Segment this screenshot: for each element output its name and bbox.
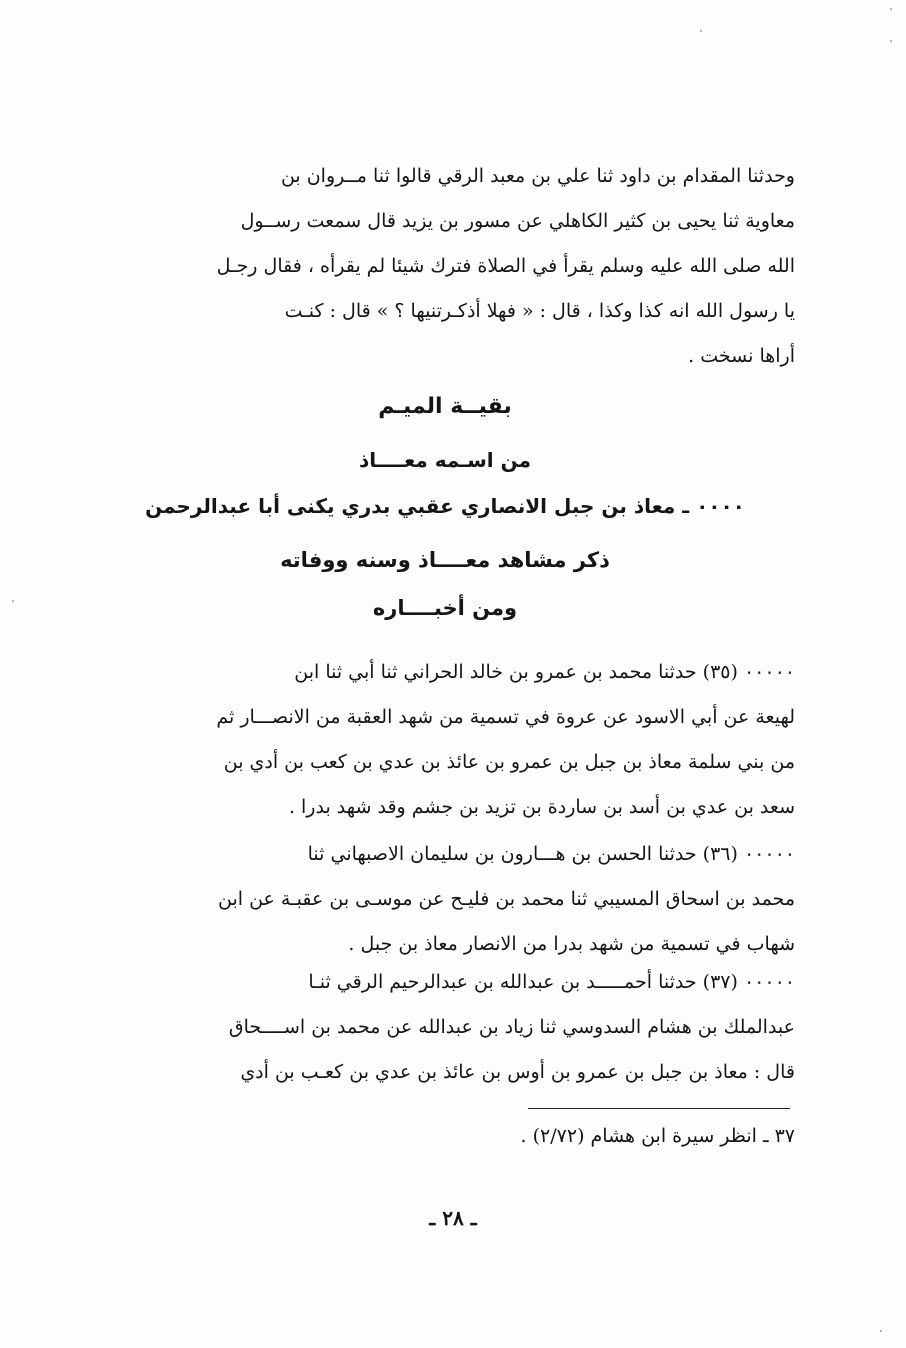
text-line: ٠٠٠٠٠ (٣٥) حدثنا محمد بن عمرو بن خالد الحراني ثنا أبي ثنا ابن <box>294 661 795 683</box>
text-line: الله صلى الله عليه وسلم يقرأ في الصلاة فترك شيئا لم يقرأه ، فقال رجـل <box>216 255 795 277</box>
text-line: وحدثنا المقدام بن داود ثنا علي بن معبد الرقي قالوا ثنا مــروان بن <box>280 165 795 187</box>
text-line: ٠٠٠٠٠ (٣٧) حدثنا أحمـــــد بن عبدالله بن عبدالرحيم الرقي ثنـا <box>308 971 795 993</box>
chapter-subheading: ومن أخبــــاره <box>372 596 518 620</box>
entry-title: ٠٠٠٠ ـ معاذ بن جبل الانصاري عقبي بدري يكنى أبا عبدالرحمن <box>145 494 745 518</box>
text-line: عبدالملك بن هشام السدوسي ثنا زياد بن عبدالله عن محمد بن اســــحاق <box>228 1016 795 1038</box>
text-line: شهاب في تسمية من شهد بدرا من الانصار معاذ بن جبل . <box>348 933 795 955</box>
text-line: من بني سلمة معاذ بن جبل بن عمرو بن عائذ بن عدي بن كعب بن أدي بن <box>223 751 795 773</box>
chapter-heading: ذكر مشاهد معــــاذ وسنه ووفاته <box>280 548 610 572</box>
text-line: لهيعة عن أبي الاسود عن عروة في تسمية من شهد العقبة من الانصـــار ثم <box>216 706 795 728</box>
text-line: معاوية ثنا يحيى بن كثير الكاهلي عن مسور بن يزيد قال سمعت رســول <box>240 210 795 232</box>
paragraph-hadith-37 <box>95 960 795 1095</box>
page-number: ـ ٢٨ ـ <box>429 1206 477 1230</box>
text-line: أراها نسخت . <box>688 345 795 367</box>
text-line: محمد بن اسحاق المسيبي ثنا محمد بن فليـح عن موسـى بن عقبـة عن ابن <box>218 888 795 910</box>
footnote-divider <box>528 1108 790 1109</box>
paragraph-hadith-intro <box>95 154 795 379</box>
text-line: يا رسول الله انه كذا وكذا ، قال : « فهلا أذكـرتنيها ؟ » قال : كنـت <box>284 300 795 322</box>
subsection-heading: من اسـمه معــــاذ <box>359 448 531 472</box>
text-line: ٠٠٠٠٠ (٣٦) حدثنا الحسن بن هـــارون بن سليمان الاصبهاني ثنا <box>307 843 795 865</box>
text-line: قال : معاذ بن جبل بن عمرو بن أوس بن عائذ بن عدي بن كعـب بن أدي <box>240 1061 795 1083</box>
section-heading: بقيــة الميـم <box>378 394 512 419</box>
footnote: ٣٧ ـ انظر سيرة ابن هشام (٢/٧٢) . <box>520 1125 795 1147</box>
paragraph-hadith-35 <box>95 650 795 830</box>
paragraph-hadith-36 <box>95 832 795 967</box>
text-line: سعد بن عدي بن أسد بن ساردة بن تزيد بن جشم وقد شهد بدرا . <box>288 796 795 818</box>
